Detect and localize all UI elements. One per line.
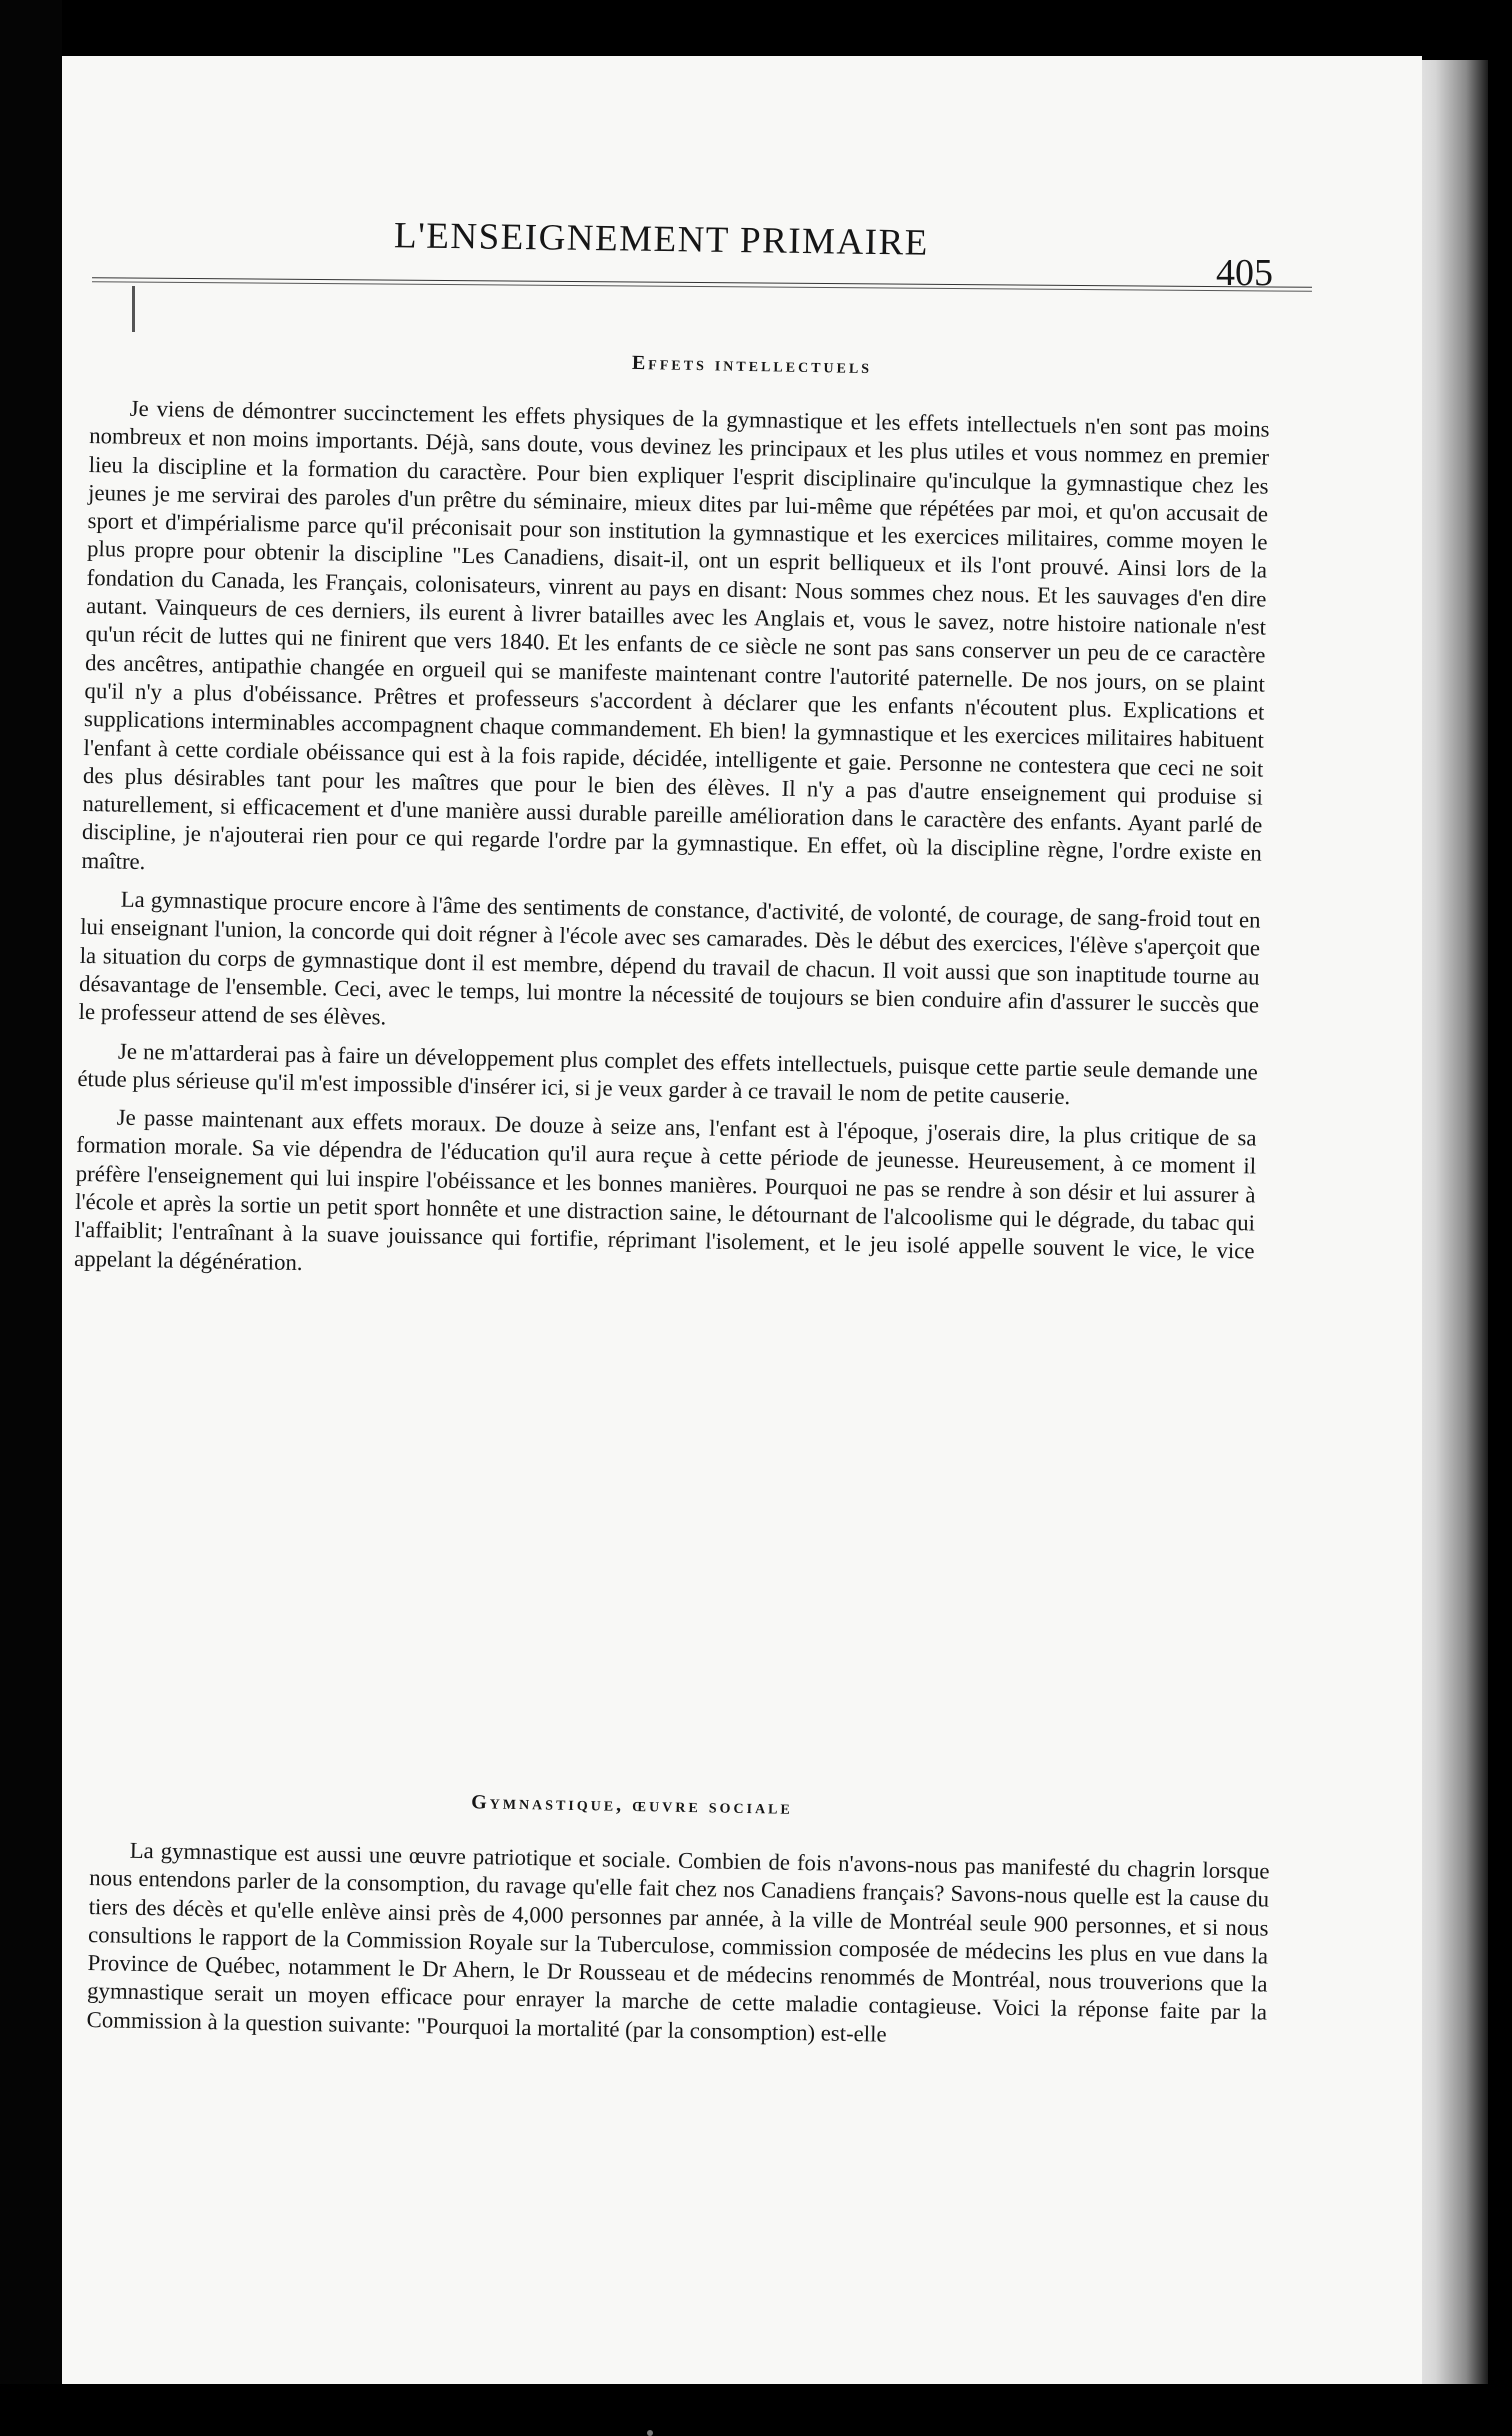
running-head: L'ENSEIGNEMENT PRIMAIRE <box>393 215 930 264</box>
header-rule <box>92 277 1312 292</box>
page-number: 405 <box>1216 252 1273 294</box>
paragraph: La gymnastique est aussi une œuvre patriotique et sociale. Combien de fois n'avons-nous pas manifesté du chagrin lorsque nous entendons parler de la consomption, du ravage qu'elle fait chez nos Canadiens français? Savons-nous quelle est la cause du tiers des décès et qu'elle enlève ainsi près de 4,000 personnes par année, à la ville de Montréal seule 900 personnes, et si nous consultions le rapport de la Commission Royale sur la Tuberculose, commission composée de médecins les plus en vue dans la Province de Québec, notamment le Dr Ahern, le Dr Rousseau et de médecins renommés de Montréal, nous trouverions que la gymnastique serait un moyen efficace pour enrayer la marche de cette maladie contagieuse. Voici la réponse faite par la Commission à la question suivante: "Pourquoi la mortalité (par la consomption) est-elle <box>86 1837 1270 2047</box>
paragraph: Je ne m'attarderai pas à faire un développement plus complet des effets intellectuels, puisque cette partie seule demande une étude plus sérieuse qu'il m'est impossible d'insérer ici, si je veux garder à ce travail le nom de petite causerie. <box>77 1038 1259 1109</box>
paragraph: Je viens de démontrer succinctement les effets physiques de la gymnastique et les effets intellectuels n'en sont pas moins nombreux et non moins importants. Déjà, sans doute, vous devinez les principaux et les plus utiles et vous nommez en premier lieu la discipline et la formation du caractère. Pour bien expliquer l'esprit disciplinaire qu'inculque la gymnastique chez les jeunes je me servirai des paroles d'un prêtre du séminaire, mieux dites par lui-même que répétées par moi, et qu'on accusait de sport et d'impérialisme parce qu'il préconisait pour son institution la gymnastique et les exercices militaires, comme moyen le plus propre pour obtenir la discipline "Les Canadiens, disait-il, ont un esprit belliqueux et ils l'ont prouvé. Ainsi lors de la fondation du Canada, les Français, colonisateurs, vinrent au pays en disant: Nous sommes chez nous. Et les sauvages d'en dire autant. Vainqueurs de ces derniers, ils eurent à livrer batailles avec les Anglais et, vous le savez, notre histoire nationale n'est qu'un récit de luttes qui ne finirent que vers 1840. Et les enfants de ce siècle ne sont pas sans conserver un peu de ce caractère des ancêtres, antipathie changée en orgueil qui se manifeste maintenant contre l'autorité paternelle. De nos jours, on se plaint qu'il n'y a plus d'obéissance. Prêtres et professeurs s'accordent à déclarer que les enfants n'écoutent plus. Explications et supplications interminables accompagnent chaque commandement. Eh bien! la gymnastique et les exercices militaires habituent l'enfant à cette cordiale obéissance qui est à la fois rapide, décidée, intelligente et gaie. Personne ne contestera que ceci ne soit des plus désirables tant pour les maîtres que pour le bien des élèves. Il n'y a pas d'autre enseignement qui produise si naturellement, si efficacement et d'une manière aussi durable pareille amélioration dans le caractère des enfants. Ayant parlé de discipline, je n'ajouterai rien pour ce qui regarde l'ordre par la gymnastique. En effet, où la discipline règne, l'ordre existe en maître. <box>81 395 1270 874</box>
book-page <box>62 56 1422 2384</box>
section-body-oeuvre-sociale <box>86 1836 1270 2066</box>
section-body-effets-intellectuels <box>74 394 1270 1304</box>
section-heading-oeuvre-sociale: Gymnastique, œuvre sociale <box>470 1791 794 1819</box>
paragraph: La gymnastique procure encore à l'âme des sentiments de constance, d'activité, de volonté, de courage, de sang-froid tout en lui enseignant l'union, la concorde qui doit régner à l'école avec ses camarades. Dès le début des exercices, l'élève s'aperçoit que la situation du corps de gymnastique dont il est membre, dépend du travail de chacun. Il voit aussi que son inaptitude tourne au désavantage de l'ensemble. Ceci, avec le temps, lui montre la nécessité de toujours se bien conduire afin d'assurer le succès que le professeur attend de ses élèves. <box>78 886 1261 1030</box>
scan-border-right <box>1488 0 1512 2384</box>
scan-border-left <box>0 0 62 2384</box>
gutter-mark <box>132 286 135 332</box>
section-heading-effets-intellectuels: Effets intellectuels <box>631 351 873 379</box>
page-speck <box>647 2430 653 2436</box>
paragraph: Je passe maintenant aux effets moraux. De douze à seize ans, l'enfant est à l'époque, j'oserais dire, la plus critique de sa formation morale. Sa vie dépendra de l'éducation qu'il aura reçue à cette période de jeunesse. Heureusement, à ce moment il préfère l'enseignement qui lui inspire l'obéissance et les bonnes manières. Pourquoi ne pas se rendre à son désir et lui assurer à l'école et après la sortie un petit sport honnête et une distraction saine, le détournant de l'alcoolisme qui le dégrade, du tabac qui l'affaiblit; l'entraînant à la suave jouissance qui fortifie, réprimant l'isolement, et le jeu isolé appelle souvent le vice, le vice appelant la dégénération. <box>73 1104 1257 1275</box>
